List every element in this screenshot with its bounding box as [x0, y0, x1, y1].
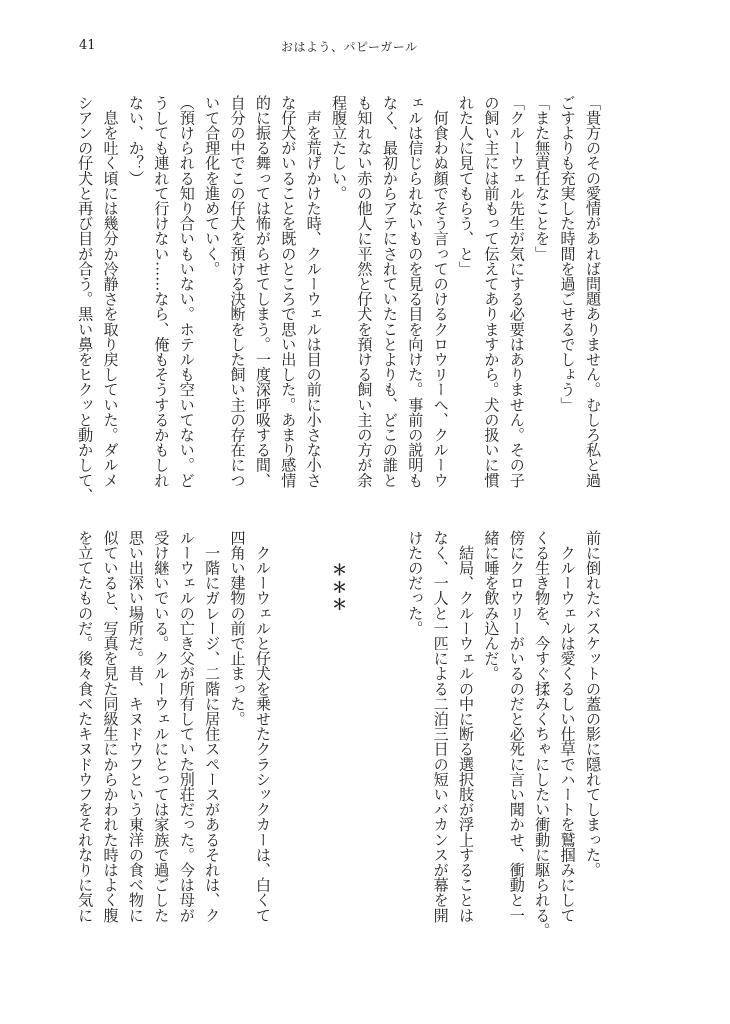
text-line: うしても連れて行けない……なら、俺もそうするかもしれ	[152, 95, 171, 488]
text-line: 傍にクロウリーがいるのだと必死に言い聞かせ、衝動と一	[507, 530, 526, 923]
text-line: 前に倒れたバスケットの蓋の影に隠れてしまった。	[584, 530, 602, 878]
text-line: 的に振る舞っては怖がらせてしまう。一度深呼吸する間、	[253, 95, 272, 488]
text-line	[275, 530, 300, 970]
text-line: 「貴方のその愛情があれば問題ありません。むしろ私と過	[584, 95, 602, 488]
running-title: おはよう、パピーガール	[281, 40, 418, 54]
text-line: 自分の中でこの仔犬を預ける決断をした飼い主の存在につ	[228, 95, 247, 488]
section-separator: ＊＊＊	[330, 562, 349, 614]
text-line: シアンの仔犬と再び目が合う。黒い鼻をヒクッと動かして、	[76, 95, 95, 503]
text-line: くる生き物を、今すぐ揉みくちゃにしたい衝動に駆られる。	[533, 530, 552, 938]
text-line: 「また無責任なことを」	[533, 95, 552, 262]
text-line: なく、最初からアテにされていたことよりも、どこの誰と	[380, 95, 399, 488]
text-line: いて合理化を進めていく。	[203, 95, 222, 277]
text-line: 似ていると、写真を見た同級生にからかわれた時はよく腹	[101, 530, 120, 923]
text-line	[376, 530, 401, 970]
text-line: 程腹立たしい。	[330, 95, 349, 201]
text-line: ェルは信じられないものを見る目を向けた。事前の説明も	[406, 95, 425, 488]
text-line: クルーウェルと仔犬を乗せたクラシックカーは、白くて	[253, 530, 272, 923]
text-line: 「クルーウェル先生が気にする必要はありません。その子	[507, 95, 526, 488]
text-line: けたのだった。	[406, 530, 425, 636]
text-line: 一階にガレージ、二階に居住スペースがあるそれは、ク	[203, 530, 222, 923]
text-line: も知れない赤の他人に平然と仔犬を預ける飼い主の方が余	[355, 95, 374, 488]
text-line: 受け継いでいる。クルーウェルにとっては家族で過ごした	[152, 530, 171, 923]
text-line: 息を吐く頃には幾分か冷静さを取り戻していた。ダルメ	[101, 95, 120, 488]
text-line: なく、一人と一匹による二泊三日の短いバカンスが幕を開	[431, 530, 450, 923]
text-line: な仔犬がいることを既のところで思い出した。あまり感情	[279, 95, 298, 488]
text-line	[300, 530, 325, 970]
text-line: 緒に唾を飲み込んだ。	[482, 530, 501, 681]
text-line: 思い出深い場所だ。昔、キヌドウフという東洋の食べ物に	[126, 530, 145, 923]
text-line: を立てたものだ。後々食べたキヌドウフをそれなりに気に	[76, 530, 95, 923]
text-line: 四角い建物の前で止まった。	[228, 530, 247, 727]
text-line: 何食わぬ顔でそう言ってのけるクロウリーへ、クルーウ	[431, 95, 450, 488]
text-line	[351, 530, 376, 970]
text-block-bottom	[72, 530, 605, 970]
text-line: れた人に見てもらう、と」	[457, 95, 476, 277]
text-line: ごすよりも充実した時間を過ごせるでしょう」	[558, 95, 577, 413]
text-line: の飼い主には前もって伝えてありますから。犬の扱いに慣	[482, 95, 501, 488]
text-block-top	[72, 95, 605, 515]
text-line: ルーウェルの亡き父が所有していた別荘だった。今は母が	[177, 530, 196, 923]
text-line: 結局、クルーウェルの中に断る選択肢が浮上することは	[457, 530, 476, 923]
text-line: 声を荒げかけた時、クルーウェルは目の前に小さな小さ	[304, 95, 323, 488]
text-line: ない、か？）	[126, 95, 145, 186]
page-number: 41	[79, 38, 96, 53]
text-line: （預けられる知り合いもいない。ホテルも空いてない。ど	[177, 95, 196, 488]
text-line: クルーウェルは愛くるしい仕草でハートを鷲掴みにして	[558, 530, 577, 923]
